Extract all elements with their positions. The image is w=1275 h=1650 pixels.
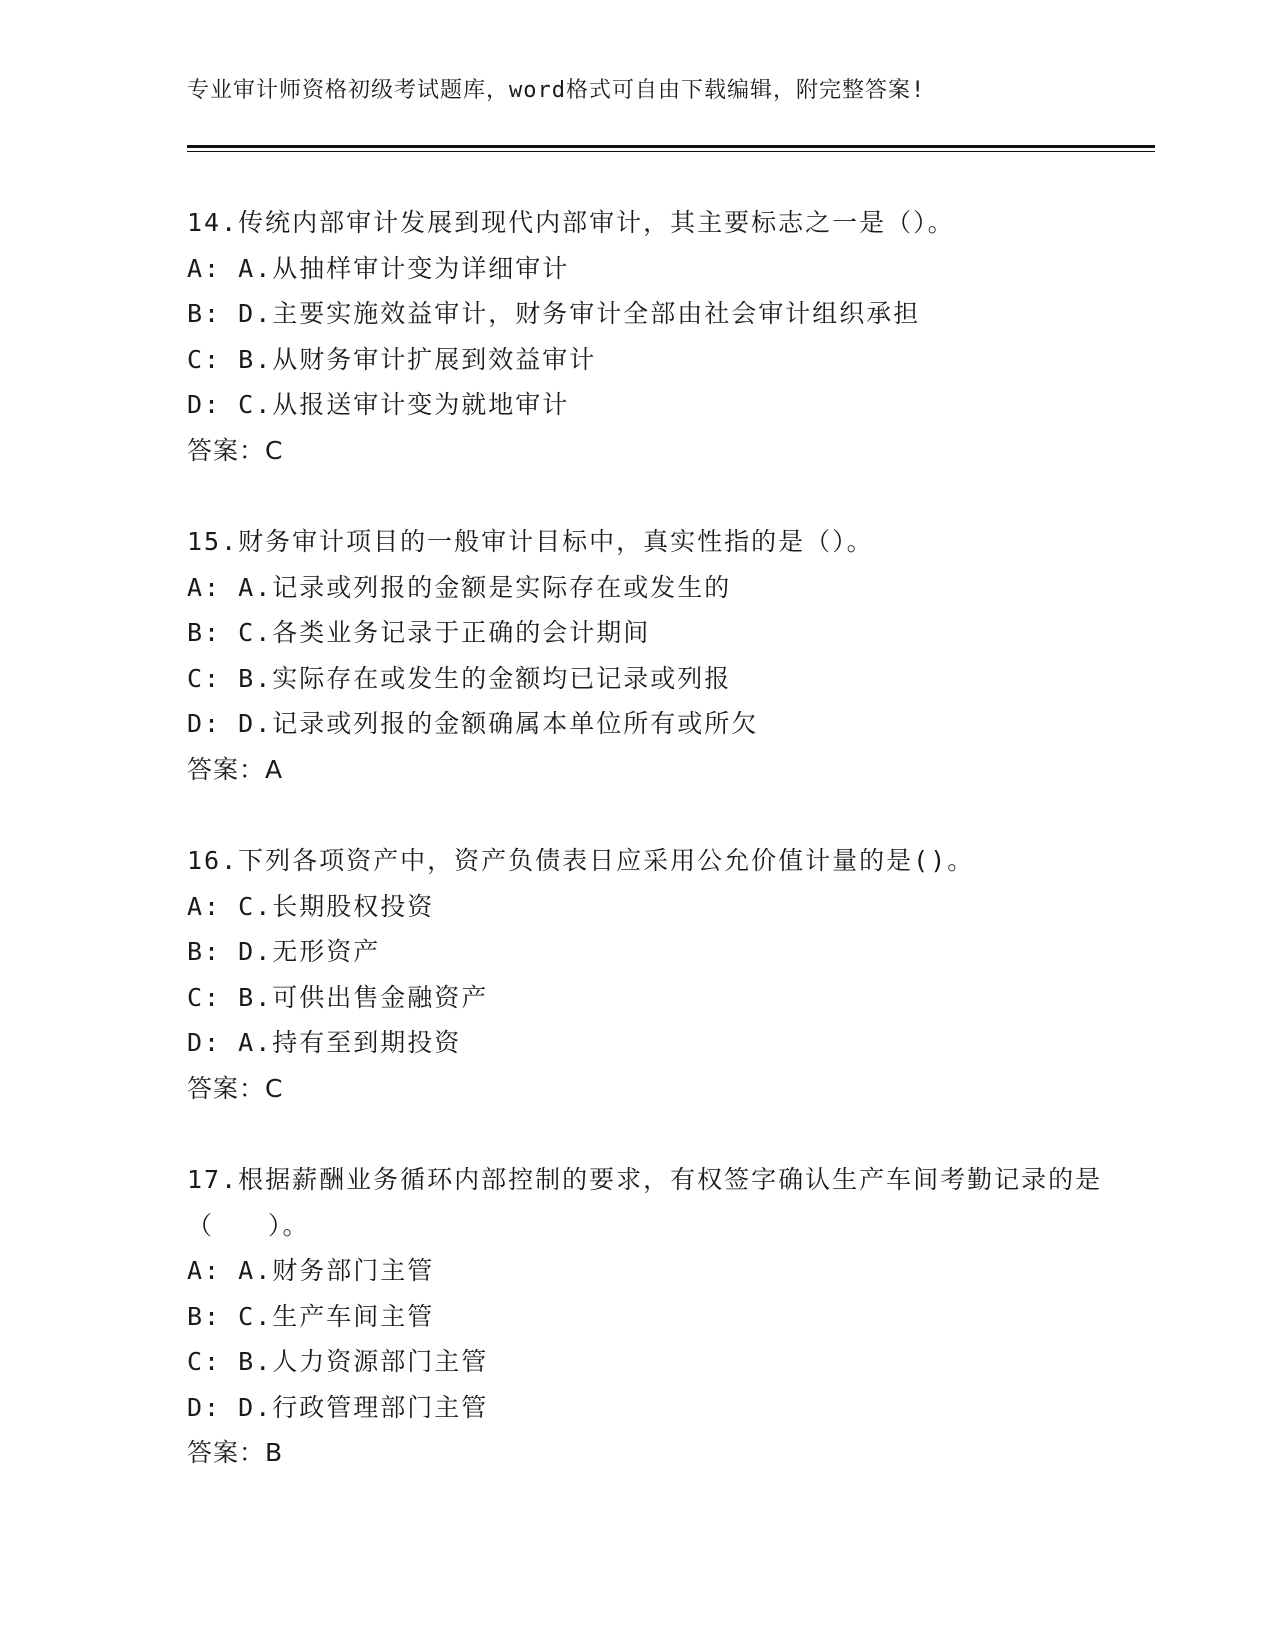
question-stem: 17.根据薪酬业务循环内部控制的要求，有权签字确认生产车间考勤记录的是（ ）。 xyxy=(187,1165,1103,1240)
option-c: C: B.可供出售金融资产 xyxy=(187,982,489,1012)
option-d: D: D.行政管理部门主管 xyxy=(187,1392,489,1422)
answer: 答案：C xyxy=(187,435,284,465)
option-a: A: A.财务部门主管 xyxy=(187,1256,435,1285)
option-b: B: C.各类业务记录于正确的会计期间 xyxy=(187,618,651,647)
answer: 答案：C xyxy=(187,1073,284,1103)
question-17 xyxy=(187,1157,1117,1476)
header-rule-thick xyxy=(187,145,1155,148)
option-d: D: C.从报送审计变为就地审计 xyxy=(187,390,570,419)
page-header: 专业审计师资格初级考试题库，word格式可自由下载编辑，附完整答案! xyxy=(187,78,926,103)
answer: 答案：A xyxy=(187,754,284,784)
header-rule-thin xyxy=(187,151,1155,152)
option-b: B: C.生产车间主管 xyxy=(187,1301,435,1331)
question-stem: 14.传统内部审计发展到现代内部审计，其主要标志之一是（）。 xyxy=(187,208,955,237)
option-a: A: A.从抽样审计变为详细审计 xyxy=(187,253,570,283)
option-c: C: B.人力资源部门主管 xyxy=(187,1347,489,1376)
option-c: C: B.从财务审计扩展到效益审计 xyxy=(187,344,597,374)
option-a: A: A.记录或列报的金额是实际存在或发生的 xyxy=(187,572,732,602)
option-a: A: C.长期股权投资 xyxy=(187,891,435,921)
answer: 答案：B xyxy=(187,1438,284,1467)
option-b: B: D.无形资产 xyxy=(187,937,381,966)
question-stem: 16.下列各项资产中，资产负债表日应采用公允价值计量的是()。 xyxy=(187,846,975,875)
option-b: B: D.主要实施效益审计，财务审计全部由社会审计组织承担 xyxy=(187,299,921,328)
question-16 xyxy=(187,838,1117,1111)
option-d: D: A.持有至到期投资 xyxy=(187,1028,462,1057)
question-stem: 15.财务审计项目的一般审计目标中，真实性指的是（）。 xyxy=(187,527,874,556)
option-d: D: D.记录或列报的金额确属本单位所有或所欠 xyxy=(187,709,759,738)
question-list xyxy=(187,200,1117,1476)
question-15 xyxy=(187,519,1117,792)
question-14 xyxy=(187,200,1117,473)
option-c: C: B.实际存在或发生的金额均已记录或列报 xyxy=(187,663,732,693)
